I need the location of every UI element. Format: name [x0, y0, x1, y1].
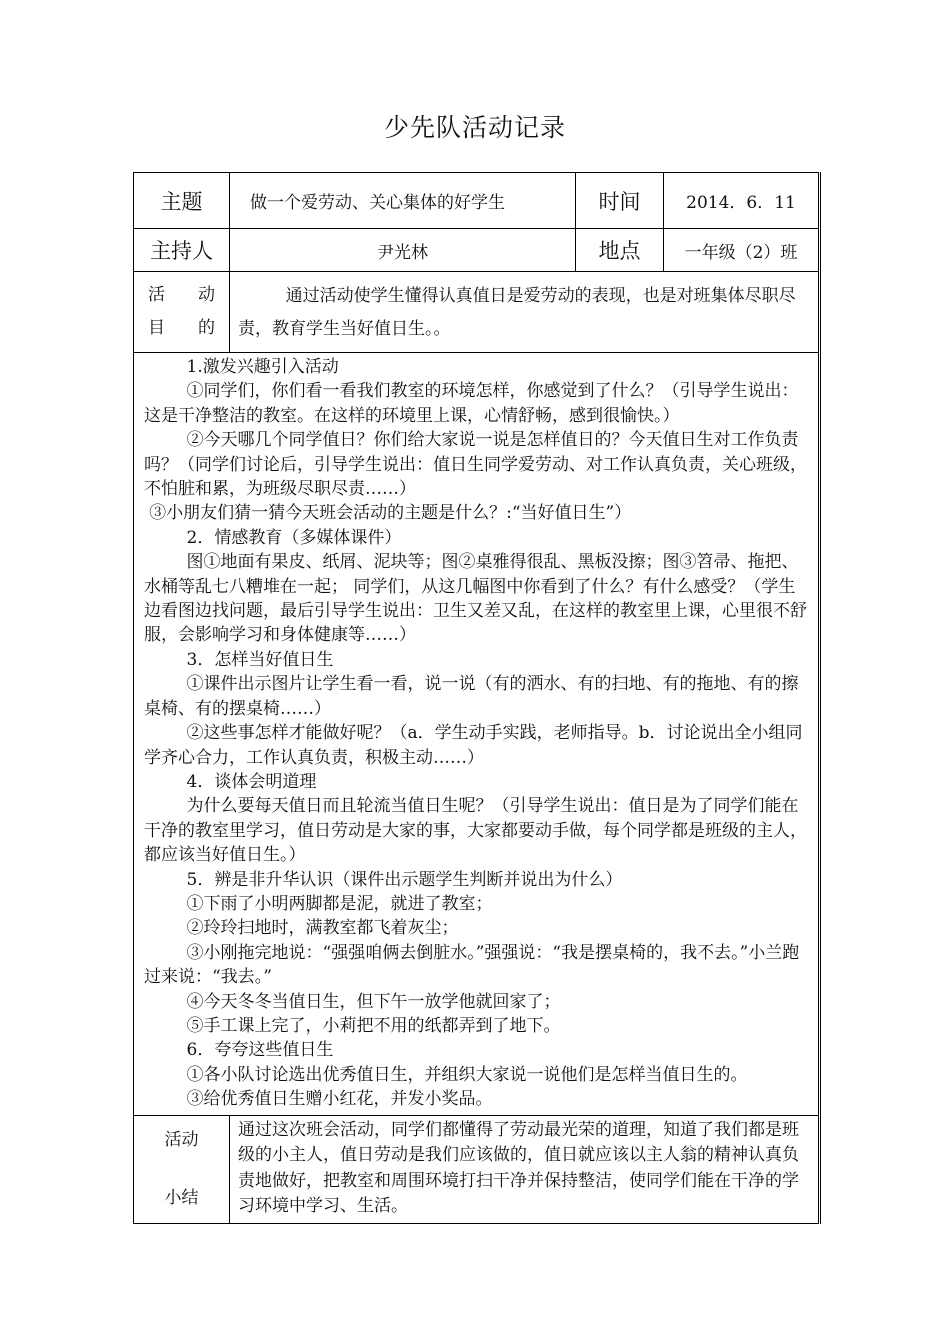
purpose-label-char: 的 [198, 318, 215, 338]
process-paragraph: 6．夸夸这些值日生 [186, 1040, 334, 1061]
purpose-row [134, 272, 820, 353]
summary-row [134, 1115, 820, 1223]
process-paragraph: 4．谈体会明道理 [186, 771, 317, 792]
topic-value: 做一个爱劳动、关心集体的好学生 [230, 173, 576, 229]
activity-record-table [133, 172, 821, 1224]
purpose-label-char: 活 [148, 285, 165, 305]
process-paragraph: 3．怎样当好值日生 [186, 649, 334, 670]
time-value: 2014．6．11 [664, 173, 820, 229]
process-paragraph: ⑤手工课上完了，小莉把不用的纸都弄到了地下。 [186, 1015, 561, 1036]
host-value: 尹光林 [230, 229, 576, 272]
summary-label [134, 1115, 230, 1223]
topic-label: 主题 [134, 173, 230, 229]
process-paragraph: 图①地面有果皮、纸屑、泥块等；图②桌雅得很乱、黑板没擦；图③笤帚、拖把、水桶等乱七八糟堆在一起； 同学们，从这几幅图中你看到了什么？有什么感受？（学生边看图边找问题，最后引导学生说出：卫生又差又乱，在这样的教室里上课，心里很不舒服，会影响学习和身体健康等……） [144, 552, 807, 646]
process-paragraph: 2．情感教育（多媒体课件） [186, 527, 402, 548]
summary-label-top: 活动 [164, 1130, 199, 1151]
process-paragraph: ③小朋友们猜一猜今天班会活动的主题是什么？:“当好值日生”） [149, 503, 632, 524]
place-label: 地点 [576, 229, 664, 272]
summary-text: 通过这次班会活动，同学们都懂得了劳动最光荣的道理，知道了我们都是班级的小主人，值日劳动是我们应该做的，值日就应该以主人翁的精神认真负责地做好，把教室和周围环境打扫干净并保持整洁，使同学们能在干净的学习环境中学习、生活。 [230, 1115, 820, 1223]
summary-label-bottom: 小结 [164, 1188, 199, 1209]
process-row [134, 353, 820, 1116]
process-paragraph: 为什么要每天值日而且轮流当值日生呢？（引导学生说出：值日是为了同学们能在干净的教室里学习，值日劳动是大家的事，大家都要动手做，每个同学都是班级的主人，都应该当好值日生。） [144, 796, 807, 866]
purpose-text: 通过活动使学生懂得认真值日是爱劳动的表现，也是对班集体尽职尽责，教育学生当好值日生。。 [230, 272, 820, 353]
process-paragraph: ②这些事怎样才能做好呢？（a．学生动手实践，老师指导。b．讨论说出全小组同学齐心合力，工作认真负责，积极主动……） [144, 723, 803, 768]
purpose-label-char: 目 [148, 318, 165, 338]
process-paragraph: 5．辨是非升华认识（课件出示题学生判断并说出为什么） [186, 869, 623, 890]
process-paragraph: ①同学们，你们看一看我们教室的环境怎样，你感觉到了什么？（引导学生说出：这是干净整洁的教室。在这样的环境里上课，心情舒畅，感到很愉快。） [144, 381, 799, 426]
activity-process [134, 353, 820, 1116]
process-paragraph: ②今天哪几个同学值日？你们给大家说一说是怎样值日的？今天值日生对工作负责吗？（同学们讨论后，引导学生说出：值日生同学爱劳动、对工作认真负责，关心班级，不怕脏和累，为班级尽职尽责……） [144, 430, 807, 500]
process-paragraph: ③小刚拖完地说：“强强咱俩去倒脏水。”强强说：“我是摆桌椅的，我不去。”小兰跑过来说：“我去。” [144, 942, 800, 988]
place-value: 一年级（2）班 [664, 229, 820, 272]
page-title: 少先队活动记录 [383, 113, 566, 142]
host-label: 主持人 [134, 229, 230, 272]
process-paragraph: 1.激发兴趣引入活动 [186, 357, 339, 377]
time-label: 时间 [576, 173, 664, 229]
host-row [134, 229, 820, 272]
purpose-label-char: 动 [198, 285, 215, 305]
process-paragraph: ④今天冬冬当值日生，但下午一放学他就回家了； [186, 991, 561, 1012]
process-paragraph: ②玲玲扫地时，满教室都飞着灰尘； [186, 918, 459, 939]
process-paragraph: ③给优秀值日生赠小红花，并发小奖品。 [186, 1089, 493, 1110]
purpose-label [134, 272, 230, 353]
process-paragraph: ①各小队讨论选出优秀值日生，并组织大家说一说他们是怎样当值日生的。 [186, 1064, 748, 1085]
topic-row [134, 173, 820, 229]
process-paragraph: ①课件出示图片让学生看一看，说一说（有的洒水、有的扫地、有的拖地、有的擦桌椅、有的摆桌椅……） [144, 674, 799, 719]
process-paragraph: ①下雨了小明两脚都是泥，就进了教室； [186, 893, 493, 914]
